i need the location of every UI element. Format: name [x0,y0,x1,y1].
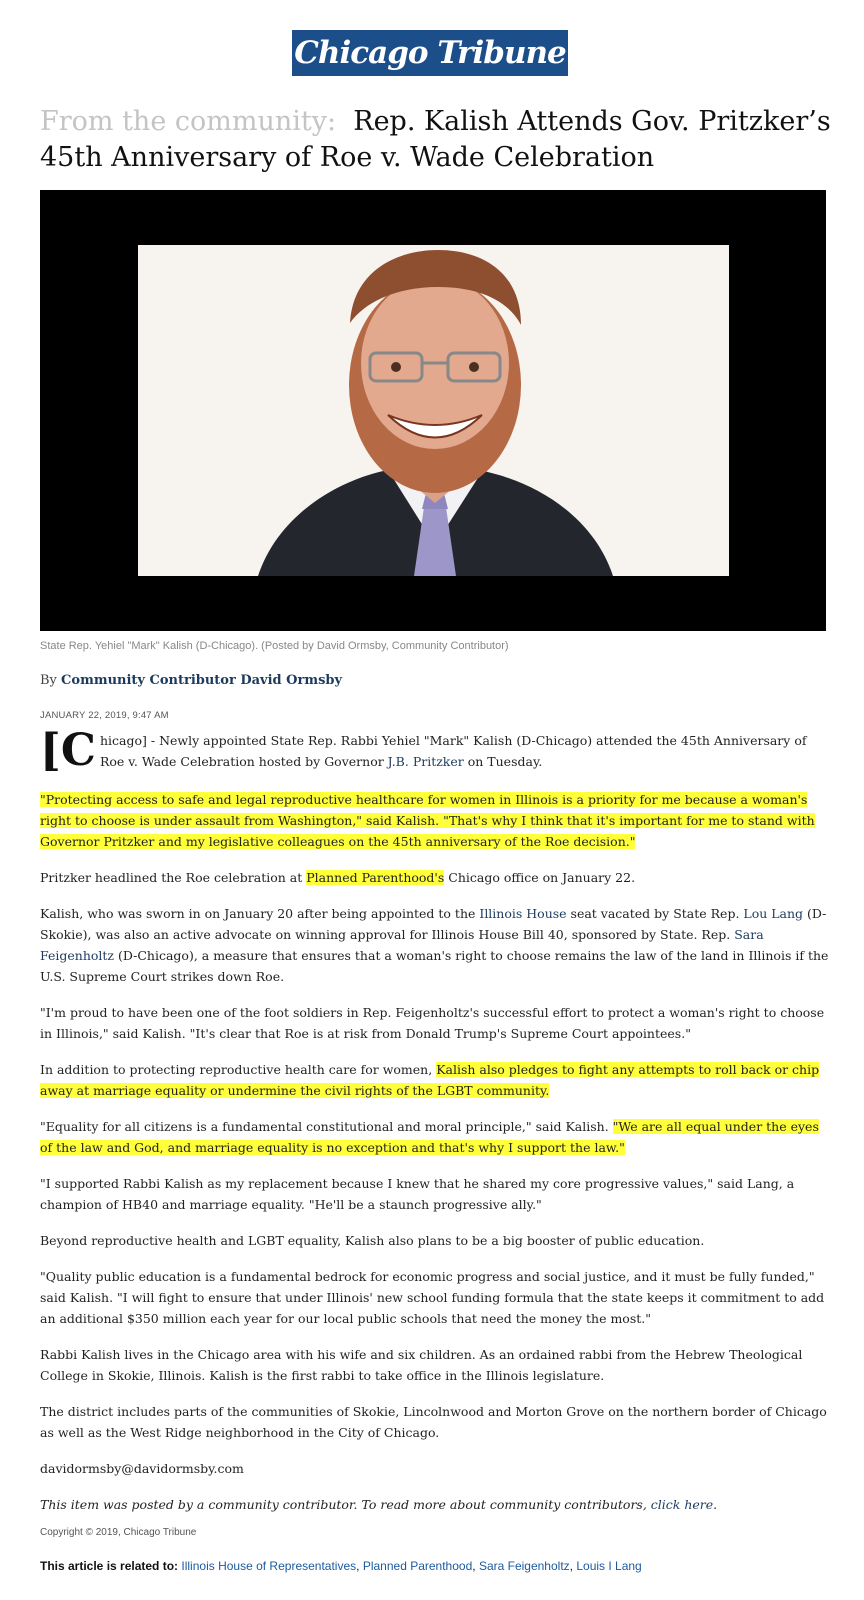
headline-prefix: From the community: [40,106,337,137]
note-text-b: . [713,1497,718,1512]
publish-date: JANUARY 22, 2019, 9:47 AM [40,710,169,721]
highlight-equality-quote: "We are all equal under the eyes of the law and God, and marriage equality is no exception and that's why I support the law." [40,1119,819,1155]
chicago-tribune-logo[interactable] [292,30,568,76]
link-illinois-house[interactable]: Illinois House [479,906,567,921]
paragraph-8: "I supported Rabbi Kalish as my replacement because I knew that he shared my core progressive values," said Lang, a champion of HB40 and marriage equality. "He'll be a staunch progressive ally." [40,1176,795,1212]
p4-text-a: Kalish, who was sworn in on January 20 after being appointed to the [40,906,480,921]
highlighted-quote: "Protecting access to safe and legal reproductive healthcare for women in Illinois is a priority for me because a woman's right to choose is under assault from Washington," said Kalish. "That's why I think that it's important for me to stand with Governor Pritzker and my legislative colleagues on the 45th anniversary of the Roe decision." [40,792,815,849]
contributor-email: davidormsby@davidormsby.com [40,1461,244,1476]
article-body [40,725,830,1530]
click-here-link[interactable]: click here [650,1497,714,1512]
related-link[interactable]: Sara Feigenholtz [478,1559,570,1573]
copyright: Copyright © 2019, Chicago Tribune [40,1527,197,1538]
p7-text-a: "Equality for all citizens is a fundamental constitutional and moral principle," said Kalish. [40,1119,613,1134]
note-text-a: This item was posted by a community contributor. To read more about community contributors, [40,1497,651,1512]
headline-text: Rep. Kalish Attends Gov. Pritzker’s 45th Anniversary of Roe v. Wade Celebration [40,106,831,173]
contributor-note [40,1494,830,1515]
paragraph-9: Beyond reproductive health and LGBT equality, Kalish also plans to be a big booster of public education. [40,1233,705,1248]
author-link[interactable]: Community Contributor David Ormsby [61,673,343,688]
paragraph-5: "I'm proud to have been one of the foot soldiers in Rep. Feigenholtz's successful effort to protect a woman's right to choose in Illinois," said Kalish. "It's clear that Roe is at risk from Donald Trump's Supreme Court appointees." [40,1005,825,1041]
logo-text: Chicago Tribune [294,35,566,71]
link-lou-lang[interactable]: Lou Lang [743,906,804,921]
highlight-planned-parenthood: Planned Parenthood's [306,870,445,885]
highlight-lgbt-pledge: Kalish also pledges to fight any attempts to roll back or chip away at marriage equality or undermine the civil rights of the LGBT community. [40,1062,820,1098]
related-label: This article is related to: [40,1559,179,1573]
related-link[interactable]: Illinois House of Representatives [181,1559,357,1573]
paragraph-12: The district includes parts of the communities of Skokie, Lincolnwood and Morton Grove on the northern border of Chicago as well as the West Ridge neighborhood in the City of Chicago. [40,1404,827,1440]
paragraph-11: Rabbi Kalish lives in the Chicago area with his wife and six children. As an ordained rabbi from the Hebrew Theological College in Skokie, Illinois. Kalish is the first rabbi to take office in the Illinois legislature. [40,1347,803,1383]
link-sara-feigenholtz[interactable]: Sara Feigenholtz [40,927,764,963]
p4-text-c: (D-Skokie), was also an active advocate on winning approval for Illinois House Bill 40, sponsored by State. Rep. [40,906,827,942]
p1-text-b: on Tuesday. [463,754,543,769]
paragraph-2 [40,789,830,852]
image-caption: State Rep. Yehiel "Mark" Kalish (D-Chicago). (Posted by David Ormsby, Community Contributor) [40,640,509,652]
portrait-illustration [138,245,729,576]
p4-text-d: (D-Chicago), a measure that ensures that a woman's right to choose remains the law of the land in Illinois if the U.S. Supreme Court strikes down Roe. [40,948,829,984]
drop-cap: [C [40,725,96,776]
related-link[interactable]: Louis I Lang [576,1559,642,1573]
portrait-photo [138,245,729,576]
paragraph-4 [40,903,830,987]
byline-prefix: By [40,673,57,688]
link-jb-pritzker[interactable]: J.B. Pritzker [387,754,464,769]
byline [40,673,342,688]
article-headline [40,104,840,176]
paragraph-1 [40,725,830,776]
p3-text-b: Chicago office on January 22. [444,870,636,885]
paragraph-7 [40,1116,830,1158]
paragraph-6 [40,1059,830,1101]
p4-text-b: seat vacated by State Rep. [566,906,744,921]
hero-image-frame [40,190,826,631]
paragraph-10: "Quality public education is a fundamental bedrock for economic progress and social justice, and it must be fully funded," said Kalish. "I will fight to ensure that under Illinois' new school funding formula that the state keeps it commitment to add an additional $350 million each year for our local public schools that need the money the most." [40,1269,825,1326]
p1-text-a: hicago] - Newly appointed State Rep. Rabbi Yehiel "Mark" Kalish (D-Chicago) attended the 45th Anniversary of Roe v. Wade Celebration hosted by Governor [100,733,807,769]
p6-text-a: In addition to protecting reproductive health care for women, [40,1062,437,1077]
paragraph-3 [40,867,830,888]
related-link[interactable]: Planned Parenthood [362,1559,473,1573]
related-topics: This article is related to: Illinois House of Representatives, Planned Parenthood, Sara Feigenholtz, Louis I Lang [40,1559,642,1573]
p3-text-a: Pritzker headlined the Roe celebration at [40,870,307,885]
